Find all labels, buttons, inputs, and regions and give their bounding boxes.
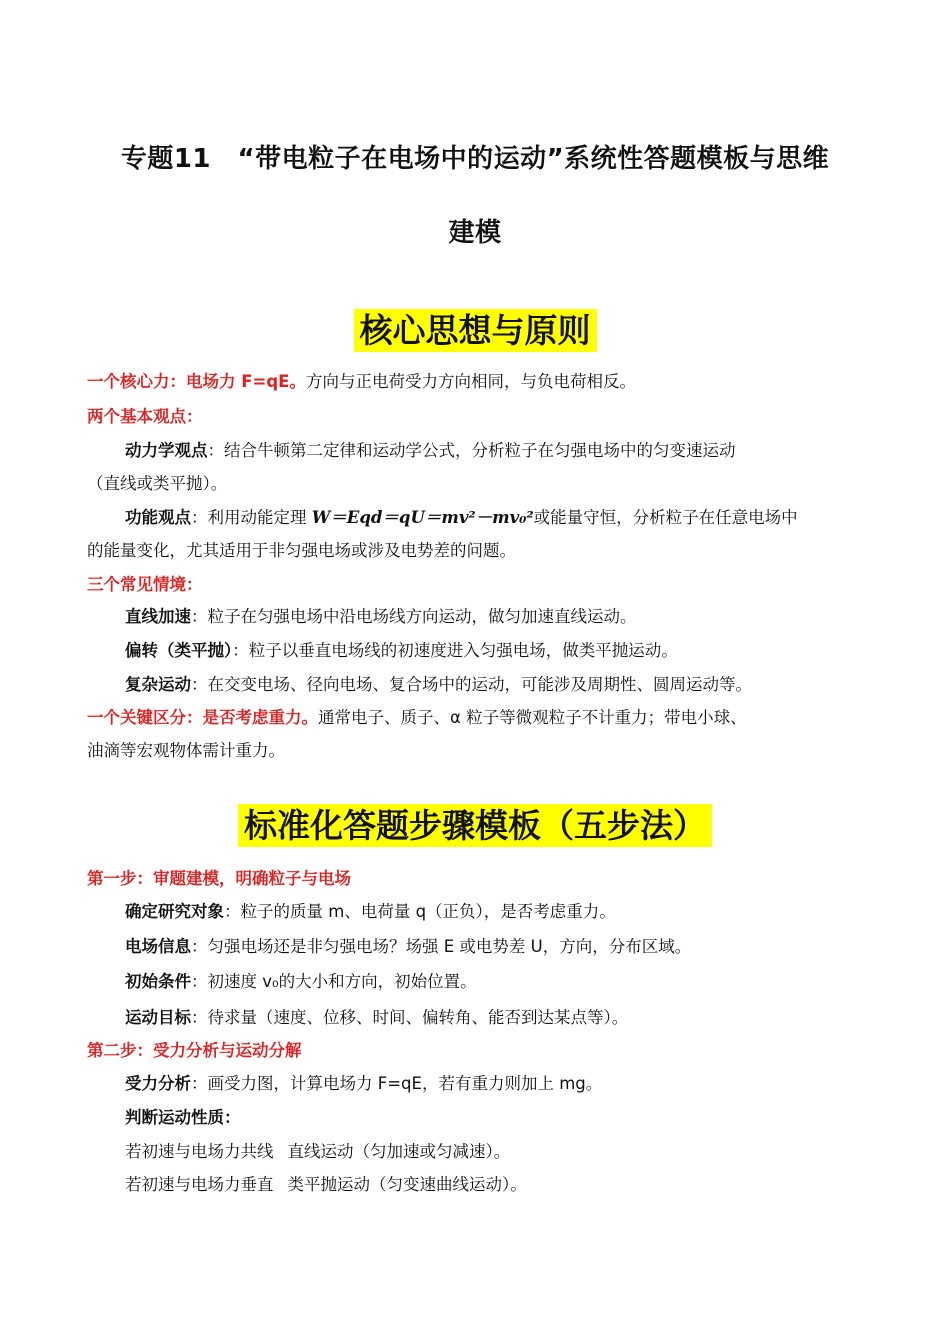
paragraph-dynamics-view-cont: （直线或类平抛）。	[87, 474, 228, 493]
step-2-label: 第二步：受力分析与运动分解	[87, 1041, 302, 1060]
step-1-heading	[87, 868, 858, 890]
step-1-initial-conditions	[125, 971, 858, 993]
paragraph-deflection	[125, 640, 858, 662]
paragraph-complex-motion	[125, 674, 858, 696]
step-1-research-object	[125, 901, 858, 923]
step-2-heading	[87, 1040, 858, 1062]
field-info-label: 电场信息	[125, 937, 191, 956]
three-scenarios-label: 三个常见情境：	[87, 575, 203, 594]
paragraph-key-distinction-cont: 油滴等宏观物体需计重力。	[87, 741, 285, 760]
energy-view-label: 功能观点	[125, 508, 191, 527]
deflection-text: ：粒子以垂直电场线的初速度进入匀强电场，做类平抛运动。	[232, 641, 678, 660]
paragraph-dynamics-view	[125, 440, 858, 462]
perpendicular-result: 类平抛运动（匀变速曲线运动）。	[287, 1175, 527, 1194]
paragraph-three-scenarios	[87, 574, 858, 596]
step-2-motion-nature	[125, 1107, 858, 1129]
energy-view-text-a: ：利用动能定理	[191, 508, 312, 527]
section-heading-core-ideas-text: 核心思想与原则	[354, 309, 597, 352]
paragraph-linear-acceleration	[125, 606, 858, 628]
motion-nature-label: 判断运动性质：	[125, 1108, 241, 1127]
initial-conditions-label: 初始条件	[125, 972, 191, 991]
complex-motion-label: 复杂运动	[125, 675, 191, 694]
section-heading-core-ideas	[0, 305, 950, 352]
force-analysis-label: 受力分析	[125, 1074, 191, 1093]
kinetic-energy-theorem-formula: W＝Eqd＝qU＝mv²－mv₀²	[311, 508, 534, 527]
core-force-label: 一个核心力：电场力 F=qE。	[87, 372, 306, 391]
step-2-perpendicular-case	[125, 1174, 858, 1196]
motion-target-label: 运动目标	[125, 1008, 191, 1027]
deflection-label: 偏转（类平抛）	[125, 641, 233, 660]
linear-acceleration-label: 直线加速	[125, 607, 191, 626]
step-1-label: 第一步：审题建模，明确粒子与电场	[87, 869, 351, 888]
paragraph-key-distinction	[87, 707, 858, 729]
collinear-condition: 若初速与电场力共线	[125, 1142, 274, 1161]
linear-acceleration-text: ：粒子在匀强电场中沿电场线方向运动，做匀加速直线运动。	[191, 607, 637, 626]
initial-conditions-text: ：初速度 v₀的大小和方向，初始位置。	[191, 972, 477, 991]
core-force-text: 方向与正电荷受力方向相同，与负电荷相反。	[305, 372, 636, 391]
paragraph-energy-view	[125, 507, 858, 529]
energy-view-text-b: 或能量守恒，分析粒子在任意电场中	[533, 508, 798, 527]
complex-motion-text: ：在交变电场、径向电场、复合场中的运动，可能涉及周期性、圆周运动等。	[191, 675, 752, 694]
two-views-label: 两个基本观点：	[87, 407, 203, 426]
document-title-line-1: 专题11 “带电粒子在电场中的运动”系统性答题模板与思维	[120, 144, 830, 174]
research-object-text: ：粒子的质量 m、电荷量 q（正负），是否考虑重力。	[224, 902, 616, 921]
dynamics-view-text: ：结合牛顿第二定律和运动学公式，分析粒子在匀强电场中的匀变速运动	[207, 441, 736, 460]
field-info-text: ：匀强电场还是非匀强电场？场强 E 或电势差 U，方向，分布区域。	[191, 937, 692, 956]
step-2-collinear-case	[125, 1141, 858, 1163]
key-distinction-text: 通常电子、质子、α 粒子等微观粒子不计重力；带电小球、	[318, 708, 747, 727]
paragraph-energy-view-cont: 的能量变化，尤其适用于非匀强电场或涉及电势差的问题。	[87, 541, 516, 560]
paragraph-two-views	[87, 406, 858, 428]
section-heading-five-steps-text: 标准化答题步骤模板（五步法）	[238, 804, 712, 847]
section-heading-five-steps	[0, 800, 950, 847]
key-distinction-label: 一个关键区分：是否考虑重力。	[87, 708, 318, 727]
document-title-line-2: 建模	[448, 218, 502, 248]
research-object-label: 确定研究对象	[125, 902, 224, 921]
perpendicular-condition: 若初速与电场力垂直	[125, 1175, 274, 1194]
step-1-field-info	[125, 936, 858, 958]
collinear-result: 直线运动（匀加速或匀减速）。	[287, 1142, 511, 1161]
force-analysis-text: ：画受力图，计算电场力 F=qE，若有重力则加上 mg。	[191, 1074, 603, 1093]
dynamics-view-label: 动力学观点	[125, 441, 208, 460]
paragraph-core-force	[87, 371, 858, 393]
motion-target-text: ：待求量（速度、位移、时间、偏转角、能否到达某点等）。	[191, 1008, 629, 1027]
step-2-force-analysis	[125, 1073, 858, 1095]
step-1-motion-target	[125, 1007, 858, 1029]
